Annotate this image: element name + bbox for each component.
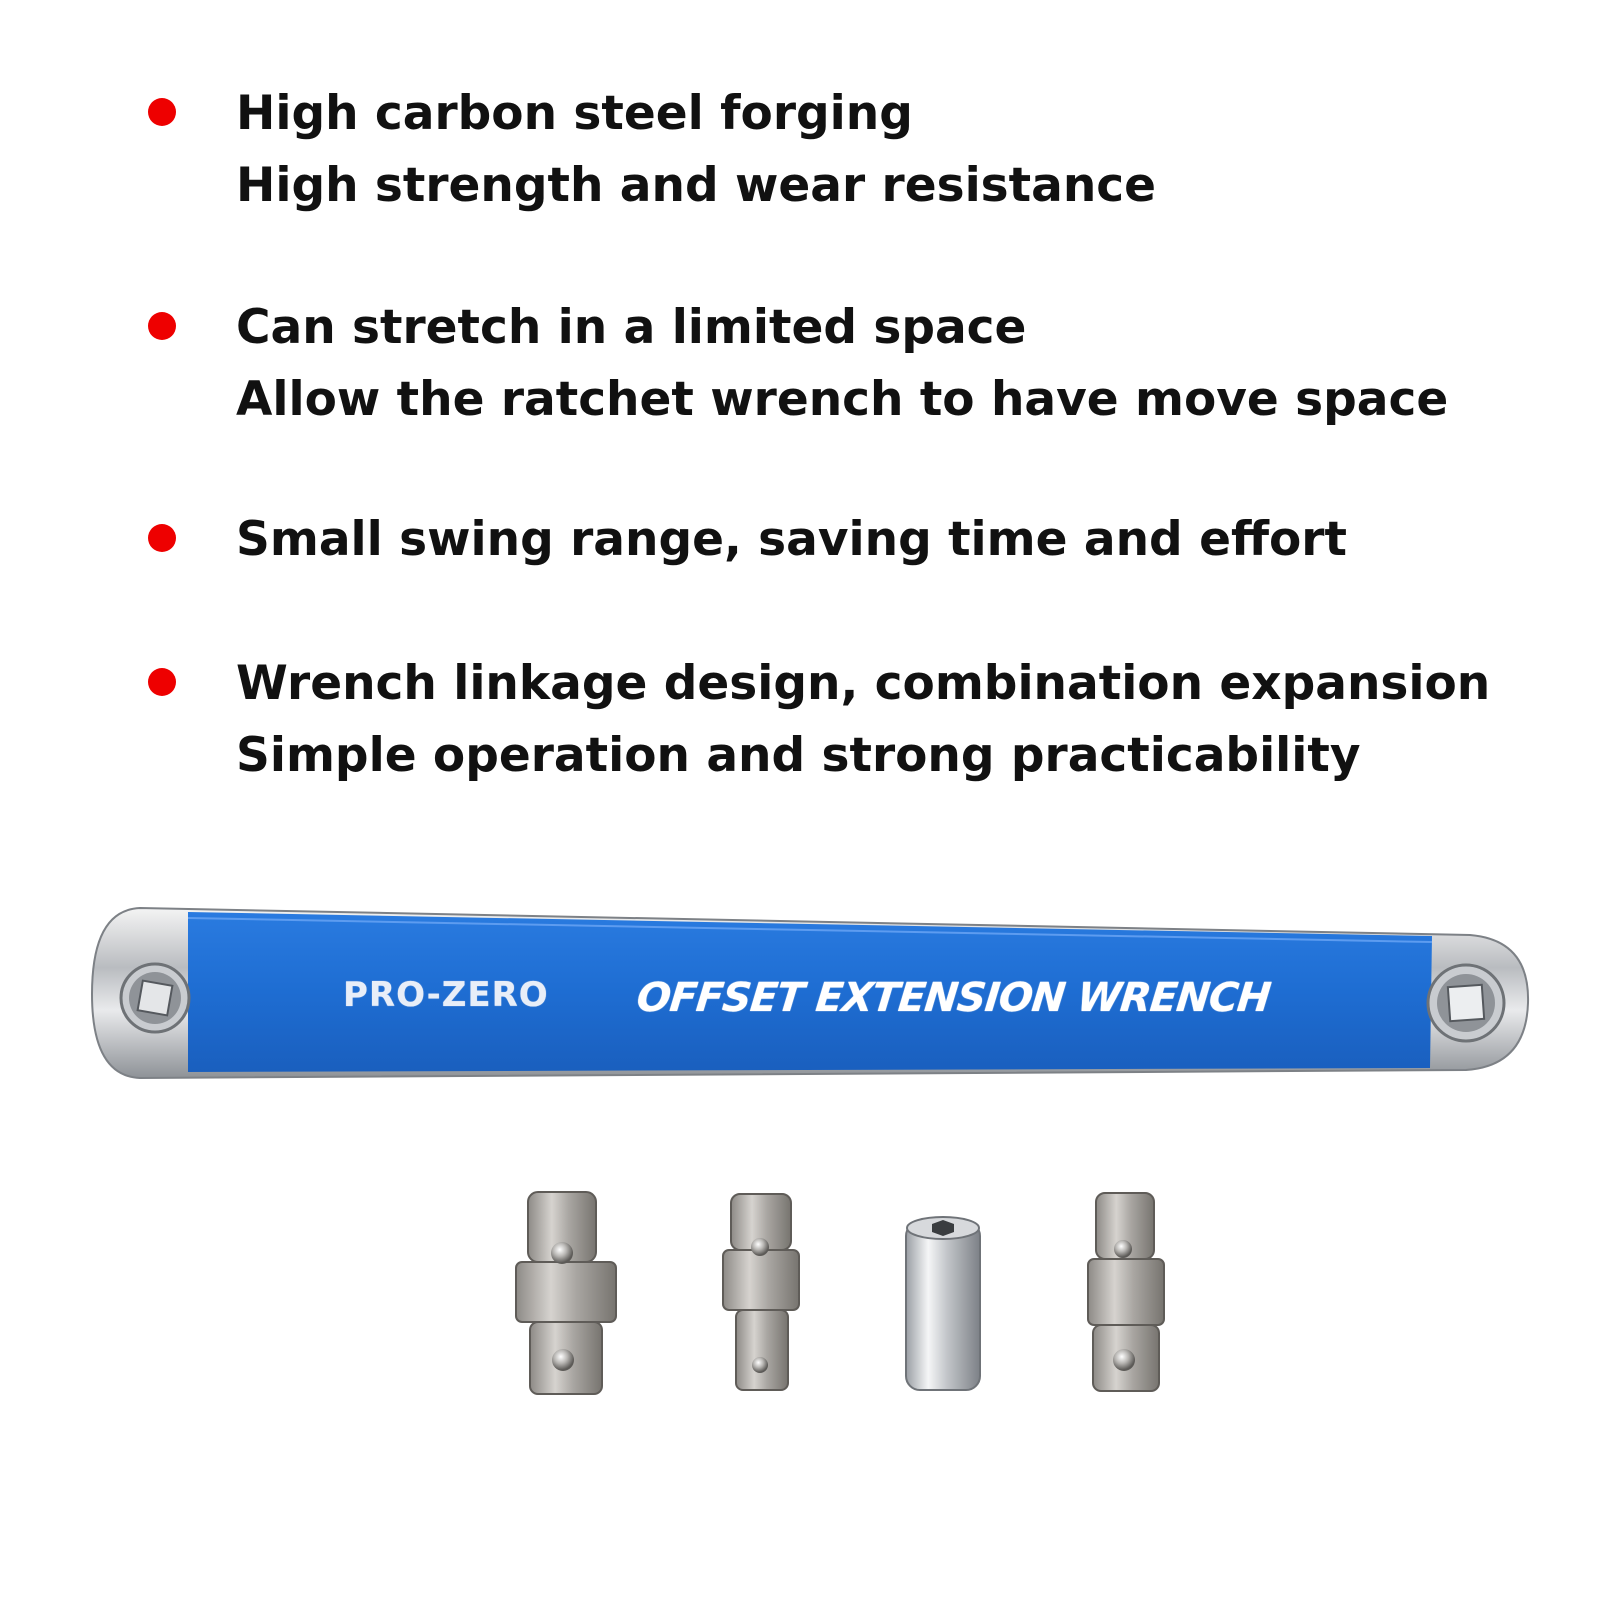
- square-drive-icon: [1428, 965, 1504, 1041]
- socket-adapter: [516, 1192, 616, 1394]
- product-name-label: OFFSET EXTENSION WRENCH: [634, 975, 1273, 1021]
- socket-adapter: [1088, 1193, 1164, 1391]
- feature-line: High carbon steel forging: [236, 86, 913, 141]
- feature-line: Wrench linkage design, combination expansion: [236, 656, 1491, 711]
- bit-socket: [906, 1217, 980, 1390]
- square-drive-icon: [121, 964, 189, 1032]
- feature-line: Simple operation and strong practicability: [236, 728, 1361, 783]
- feature-line: High strength and wear resistance: [236, 158, 1157, 213]
- feature-line: Can stretch in a limited space: [236, 300, 1027, 355]
- feature-line: Allow the ratchet wrench to have move space: [236, 372, 1449, 427]
- feature-line: Small swing range, saving time and effort: [236, 512, 1347, 567]
- socket-adapter: [723, 1194, 799, 1390]
- brand-logo: PRO-ZERO: [343, 975, 549, 1015]
